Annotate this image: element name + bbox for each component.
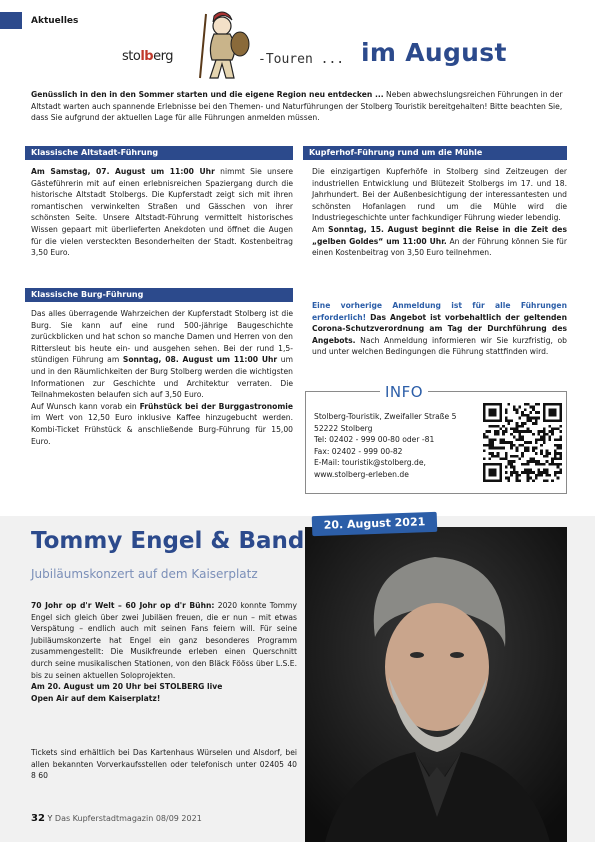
info-website[interactable]: www.stolberg-erleben.de — [314, 469, 409, 479]
section-label: Aktuelles — [31, 16, 79, 26]
info-phone: Tel: 02402 - 999 00-80 oder -81 — [314, 435, 435, 445]
info-title: INFO — [380, 383, 428, 401]
touren-label: -Touren ... — [258, 52, 345, 67]
info-contact — [314, 411, 456, 481]
info-address: Stolberg-Touristik, Zweifaller Straße 5 — [314, 412, 457, 421]
page-number: 32 — [31, 813, 45, 824]
kupferhof-text: Die einzigartigen Kupferhöfe in Stolberg sind Zeitzeugen der industriellen Entwicklung und Blütezeit Stolbergs im 17. und 18. Jahrhundert. Bei der Außenbesichtigung der interessantesten und schönsten Hofanlagen rund um die Mühle wird die Industriegeschichte unter fachkundiger Führung wieder lebendig. Am Sonntag, 15. August beginnt die Reise in die Zeit des „gelben Goldes“ um 11:00 Uhr. An der Führung können Sie für einen Kostenbeitrag von 3,50 Euro teilnehmen. — [312, 167, 567, 258]
concert-date-badge: 20. August 2021 — [312, 512, 438, 536]
stolberg-logo: stolberg — [122, 49, 173, 64]
info-email[interactable]: E-Mail: touristik@stolberg.de, — [314, 458, 426, 468]
section-marker — [0, 12, 22, 29]
concert-title: Tommy Engel & Band — [31, 528, 305, 554]
concert-subtitle: Jubiläumskonzert auf dem Kaiserplatz — [31, 567, 258, 581]
page-headline: im August — [361, 38, 507, 67]
tommy-engel-photo — [305, 527, 567, 842]
kupferhof-heading: Kupferhof-Führung rund um die Mühle — [303, 146, 567, 160]
info-fax: Fax: 02402 - 999 00-82 — [314, 446, 403, 456]
qr-code-icon[interactable] — [483, 403, 562, 482]
page-footer — [31, 813, 202, 824]
wanderer-mascot-icon — [186, 8, 256, 84]
intro-paragraph: Genüsslich in den in den Sommer starten und die eigene Region neu entdecken ... Neben abwechslungsreichen Führungen in der Altstadt warten auch spannende Erlebnisse bei den Themen- und Naturführungen der Stolberg Touristik bereitgehalten! Bitte beachten Sie, dass Sie aufgrund der aktuellen Lage für alle Führungen anmelden müssen. — [31, 90, 563, 123]
tickets-info: Tickets sind erhältlich bei Das Kartenhaus Würselen und Alsdorf, bei allen bekannten Vorverkaufsstellen oder telefonisch unter 02405 40 8 60 — [31, 748, 297, 781]
magazine-name: Das Kupferstadtmagazin 08/09 2021 — [54, 814, 202, 823]
burg-heading: Klassische Burg-Führung — [25, 288, 293, 302]
altstadt-text: Am Samstag, 07. August um 11:00 Uhr nimmt Sie unsere Gästeführerin mit auf einen erlebnisreichen Spaziergang durch die historische Altstadt Stolbergs. Die Kupferstadt zeigt sich mit ihren romantischen verwinkelten Straßen und Gässchen von ihrer schönsten Seite. Unsere Altstadt-Führung vermittelt historisches Wissen gepaart mit überlieferten Anekdoten und öffnet die Augen für die vielen versteckten Besonderheiten der Stadt. Kostenbeitrag 3,50 Euro. — [31, 167, 293, 258]
registration-notice: Eine vorherige Anmeldung ist für alle Führungen erforderlich! Das Angebot ist vorbehaltlich der geltenden Corona-Schutzverordnung am Tag der Durchführung des Angebots. Nach Anmeldung informieren wir Sie kurzfristig, ob und unter welchen Bedingungen die Führung stattfinden wird. — [312, 301, 567, 357]
burg-text: Das alles überragende Wahrzeichen der Kupferstadt Stolberg ist die Burg. Sie kann auf eine rund 500-jährige Baugeschichte zurückblicken und hat schon so manche Damen und Herren von den Rittersleut bis heute ein- und ausgehen sehen. Bei der rund 1,5- stündigen Führung am Sonntag, 08. August um 11:00 Uhr um und in den Räumlichkeiten der Burg Stolberg werden die wichtigsten Informationen zur Geschichte und Architektur verraten. Die Teilnahmekosten belaufen sich auf 3,50 Euro. Auf Wunsch kann vorab ein Frühstück bei der Burggastronomie im Wert von 12,50 Euro inklusive Kaffee hinzugebucht werden. Kombi-Ticket Frühstück & anschließende Burg-Führung für 15,00 Euro. — [31, 309, 294, 446]
altstadt-heading: Klassische Altstadt-Führung — [25, 146, 293, 160]
info-city: 52222 Stolberg — [314, 423, 373, 433]
footer-separator: Y — [47, 814, 53, 823]
concert-text: 70 Johr op d'r Welt – 60 Johr op d'r Bühn: 2020 konnte Tommy Engel sich gleich über zwei Jubiläen freuen, die er nun – mit etwas Verspätung – endlich auch mit seinen Fans feiern will. Für seine Jubiläumskonzerte hat Engel ein ganz besonderes Programm zusammengestellt: Die Musikfreunde erleben einen Querschnitt durch seine musikalischen Stationen, von den Bläck Fööss über L.S.E. bis zu seinen aktuellen Soloprojekten. Am 20. August um 20 Uhr bei STOLBERG live Open Air auf dem Kaiserplatz! — [31, 601, 297, 703]
